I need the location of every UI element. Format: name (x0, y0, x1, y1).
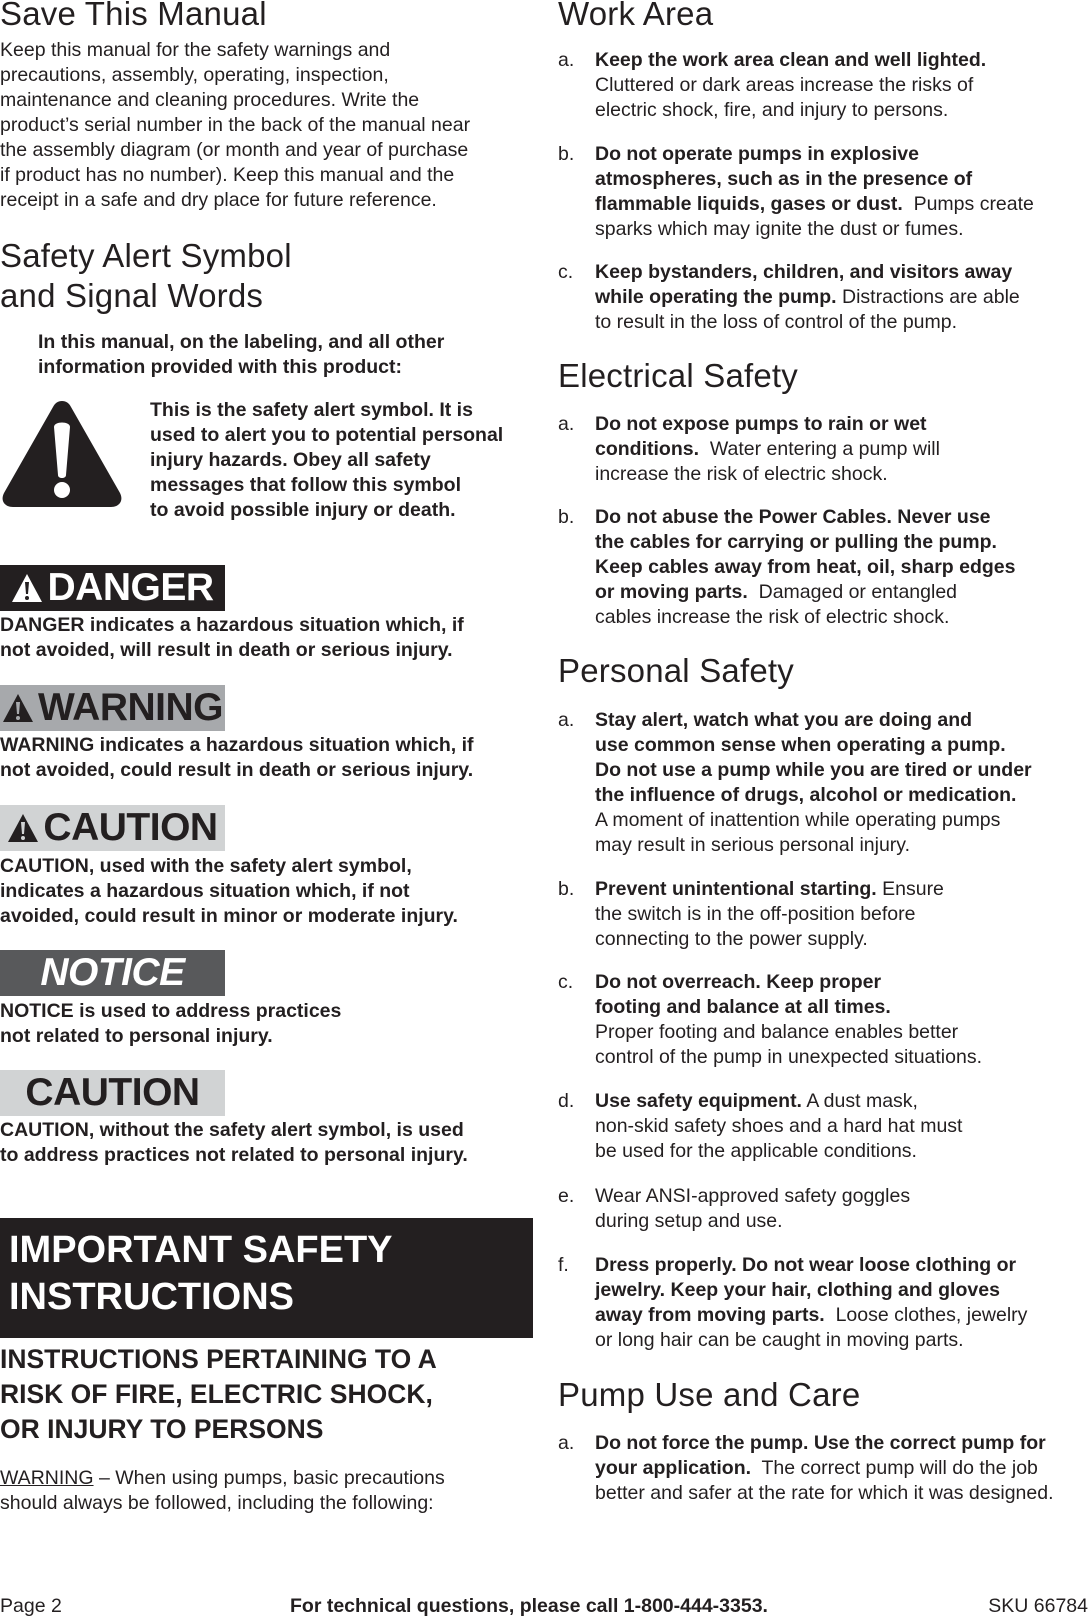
caution-no-symbol-description: CAUTION, without the safety alert symbol, is used to address practices not related to personal injury. (0, 1119, 468, 1166)
page-footer (0, 1594, 1088, 1619)
alert-intro-text: In this manual, on the labeling, and all other information provided with this product: (38, 331, 445, 378)
caution-no-symbol-label: CAUTION (0, 1070, 225, 1116)
notice-signal-label: NOTICE (0, 950, 225, 996)
important-safety-instructions-banner: IMPORTANT SAFETY INSTRUCTIONS (0, 1218, 533, 1338)
notice-description: NOTICE is used to address practices not related to personal injury. (0, 1000, 342, 1047)
save-manual-heading: Save This Manual (0, 0, 267, 32)
page-number: Page 2 (0, 1595, 62, 1617)
personal-safety-heading: Personal Safety (558, 652, 794, 689)
danger-description: DANGER indicates a hazardous situation which, if not avoided, will result in death or serious injury. (0, 614, 464, 661)
pump-use-care-heading: Pump Use and Care (558, 1376, 861, 1413)
safety-alert-heading: Safety Alert Symbol and Signal Words (0, 237, 292, 314)
save-manual-text: Keep this manual for the safety warnings and precautions, assembly, operating, inspection, maintenance and cleaning procedures. Write the product’s serial number in the back of the manual near the assembly diagram (or month and year of purchase if product has no number). Keep this manual and the receipt in a safe and dry place for future reference. (0, 39, 471, 211)
alert-symbol-description: This is the safety alert symbol. It is used to alert you to potential personal injury hazards. Obey all safety messages that follow this symbol to avoid possible injury or death. (150, 399, 504, 521)
safety-alert-symbol-icon (0, 397, 124, 509)
work-area-heading: Work Area (558, 0, 714, 32)
caution-description: CAUTION, used with the safety alert symbol, indicates a hazardous situation which, if not avoided, could result in minor or moderate injury. (0, 855, 458, 927)
electrical-safety-heading: Electrical Safety (558, 357, 798, 394)
caution-signal-label: CAUTION (0, 805, 225, 851)
warning-triangle-icon (7, 813, 39, 843)
warning-signal-label: WARNING (0, 685, 225, 731)
warning-description: WARNING indicates a hazardous situation which, if not avoided, could result in death or serious injury. (0, 734, 474, 781)
technical-support-line: For technical questions, please call 1-800-444-3353. (290, 1595, 768, 1617)
instructions-heading: INSTRUCTIONS PERTAINING TO A RISK OF FIRE, ELECTRIC SHOCK, OR INJURY TO PERSONS (0, 1344, 437, 1444)
danger-signal-label: DANGER (0, 565, 225, 611)
warning-triangle-icon (2, 693, 34, 723)
warning-precautions-text: WARNING – When using pumps, basic precautions should always be followed, including the following: (0, 1467, 445, 1514)
warning-triangle-icon (11, 573, 43, 603)
sku-number: SKU 66784 (988, 1595, 1088, 1617)
